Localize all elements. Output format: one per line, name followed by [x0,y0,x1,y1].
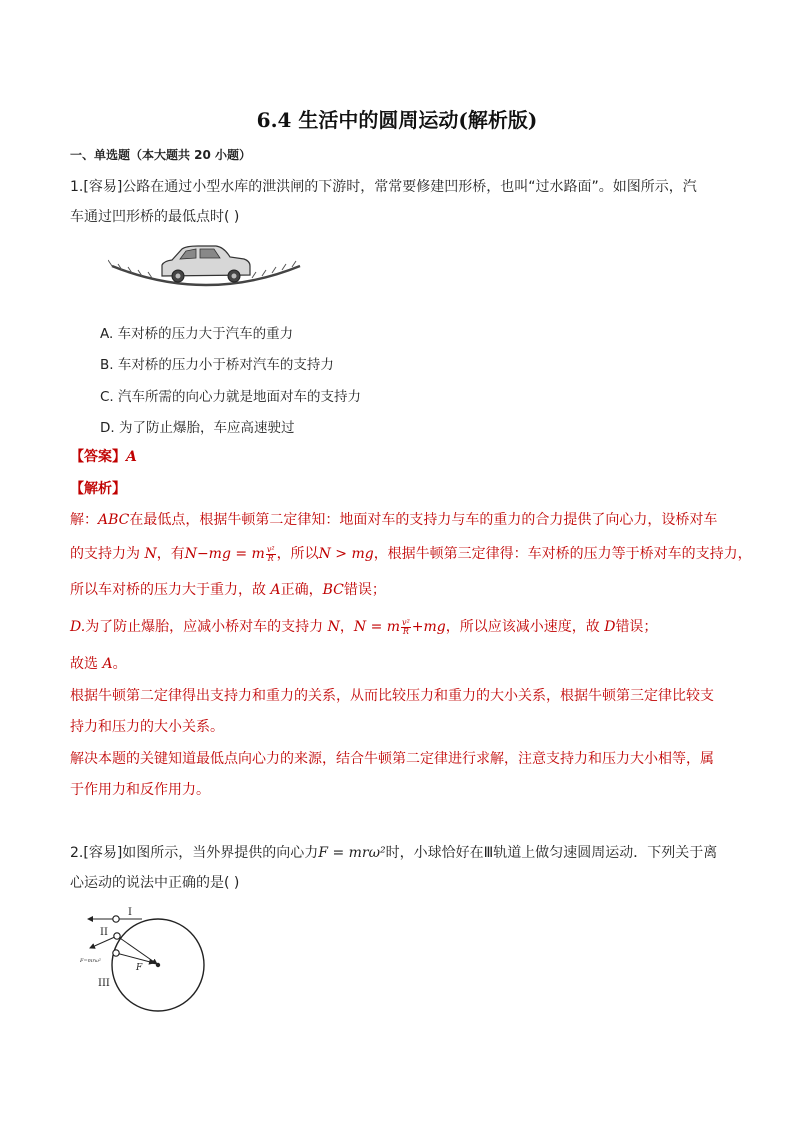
q1-analysis-line7: 持力和压力的大小关系。 [70,719,224,735]
text: ， [339,619,354,635]
orbit-label-iii: III [98,978,110,989]
equation: N−mg = m [184,546,265,562]
text: A [270,582,281,598]
q1-analysis-line9: 于作用力和反作用力。 [70,782,210,798]
text: 。 [112,656,127,672]
fraction-denominator: R [267,553,274,563]
q1-analysis-label: 【解析】 [70,481,126,497]
q1-analysis-line5 [70,653,127,673]
orbit-label-ii: II [100,927,108,938]
text: 错误； [343,582,386,598]
q1-option-a: A. 车对桥的压力大于汽车的重力 [100,326,294,342]
force-label: F [136,963,143,973]
q1-option-b: B. 车对桥的压力小于桥对汽车的支持力 [100,357,334,373]
equation: N = m [353,619,401,635]
q1-answer [70,446,137,466]
equation: F = mrω² [318,845,386,861]
text: N [327,619,340,635]
answer-label: 【答案】 [70,449,126,465]
text: 正确， [280,582,323,598]
text: N [144,546,157,562]
text: ，所以 [276,546,319,562]
fraction-denominator: R [402,626,409,636]
orbit-label-i: I [128,907,132,918]
answer-value: A [126,449,137,465]
text: ，有 [156,546,185,562]
fraction-numerator: v² [402,617,410,627]
text: 为了防止爆胎，应减小桥对车的支持力 [85,619,328,635]
text: ，根据牛顿第三定律得：车对桥的压力等于桥对车的支持力， [373,546,752,562]
q1-analysis-line8: 解决本题的关键知道最低点向心力的来源，结合牛顿第二定律进行求解，注意支持力和压力大小相等，属 [70,751,714,767]
q1-analysis-line1 [70,509,717,529]
text: BC [322,582,344,598]
section-heading: 一、单选题（本大题共 20 小题） [70,148,252,162]
fraction [266,546,276,563]
equation: +mg [411,619,446,635]
text: D [604,619,616,635]
text: 所以车对桥的压力大于重力，故 [70,582,271,598]
force-equation-label: F=mrω² [80,958,101,964]
text: 错误； [615,619,658,635]
q2-stem-line2: 心运动的说法中正确的是( ) [70,875,240,891]
text: 时，小球恰好在Ⅲ轨道上做匀速圆周运动．下列关于离 [385,845,718,861]
text: 故选 [70,656,103,672]
q1-analysis-line6: 根据牛顿第二定律得出支持力和重力的关系，从而比较压力和重力的大小关系，根据牛顿第三定律比较支 [70,688,714,704]
page-title: 6.4 生活中的圆周运动(解析版) [256,108,538,132]
q1-analysis-line3 [70,579,386,599]
text: 的支持力为 [70,546,145,562]
inequality: N > mg [318,546,374,562]
text: 解： [70,512,98,528]
q1-analysis-line4 [70,616,657,636]
fraction [401,619,411,636]
text: 在最低点，根据牛顿第二定律知：地面对车的支持力与车的重力的合力提供了向心力，设桥对车 [129,512,718,528]
text: ABC [98,512,130,528]
q1-option-d: D. 为了防止爆胎，车应高速驶过 [100,420,295,436]
q1-analysis-line2 [70,543,752,563]
text: D. [70,619,86,635]
q1-stem-line2: 车通过凹形桥的最低点时( ) [70,209,240,225]
q2-stem-line1 [70,842,717,864]
text: ，所以应该减小速度，故 [445,619,605,635]
text: 2.[容易]如图所示，当外界提供的向心力 [70,845,319,861]
fraction-numerator: v² [266,544,275,554]
q1-option-c: C. 汽车所需的向心力就是地面对车的支持力 [100,389,362,405]
q1-stem-line1: 1.[容易]公路在通过小型水库的泄洪闸的下游时，常常要修建凹形桥，也叫“过水路面”。如图所示，汽 [70,179,697,195]
q2-figure-circular-orbits [80,904,212,1018]
text: A [102,656,113,672]
q1-figure-car-bridge [108,240,304,292]
